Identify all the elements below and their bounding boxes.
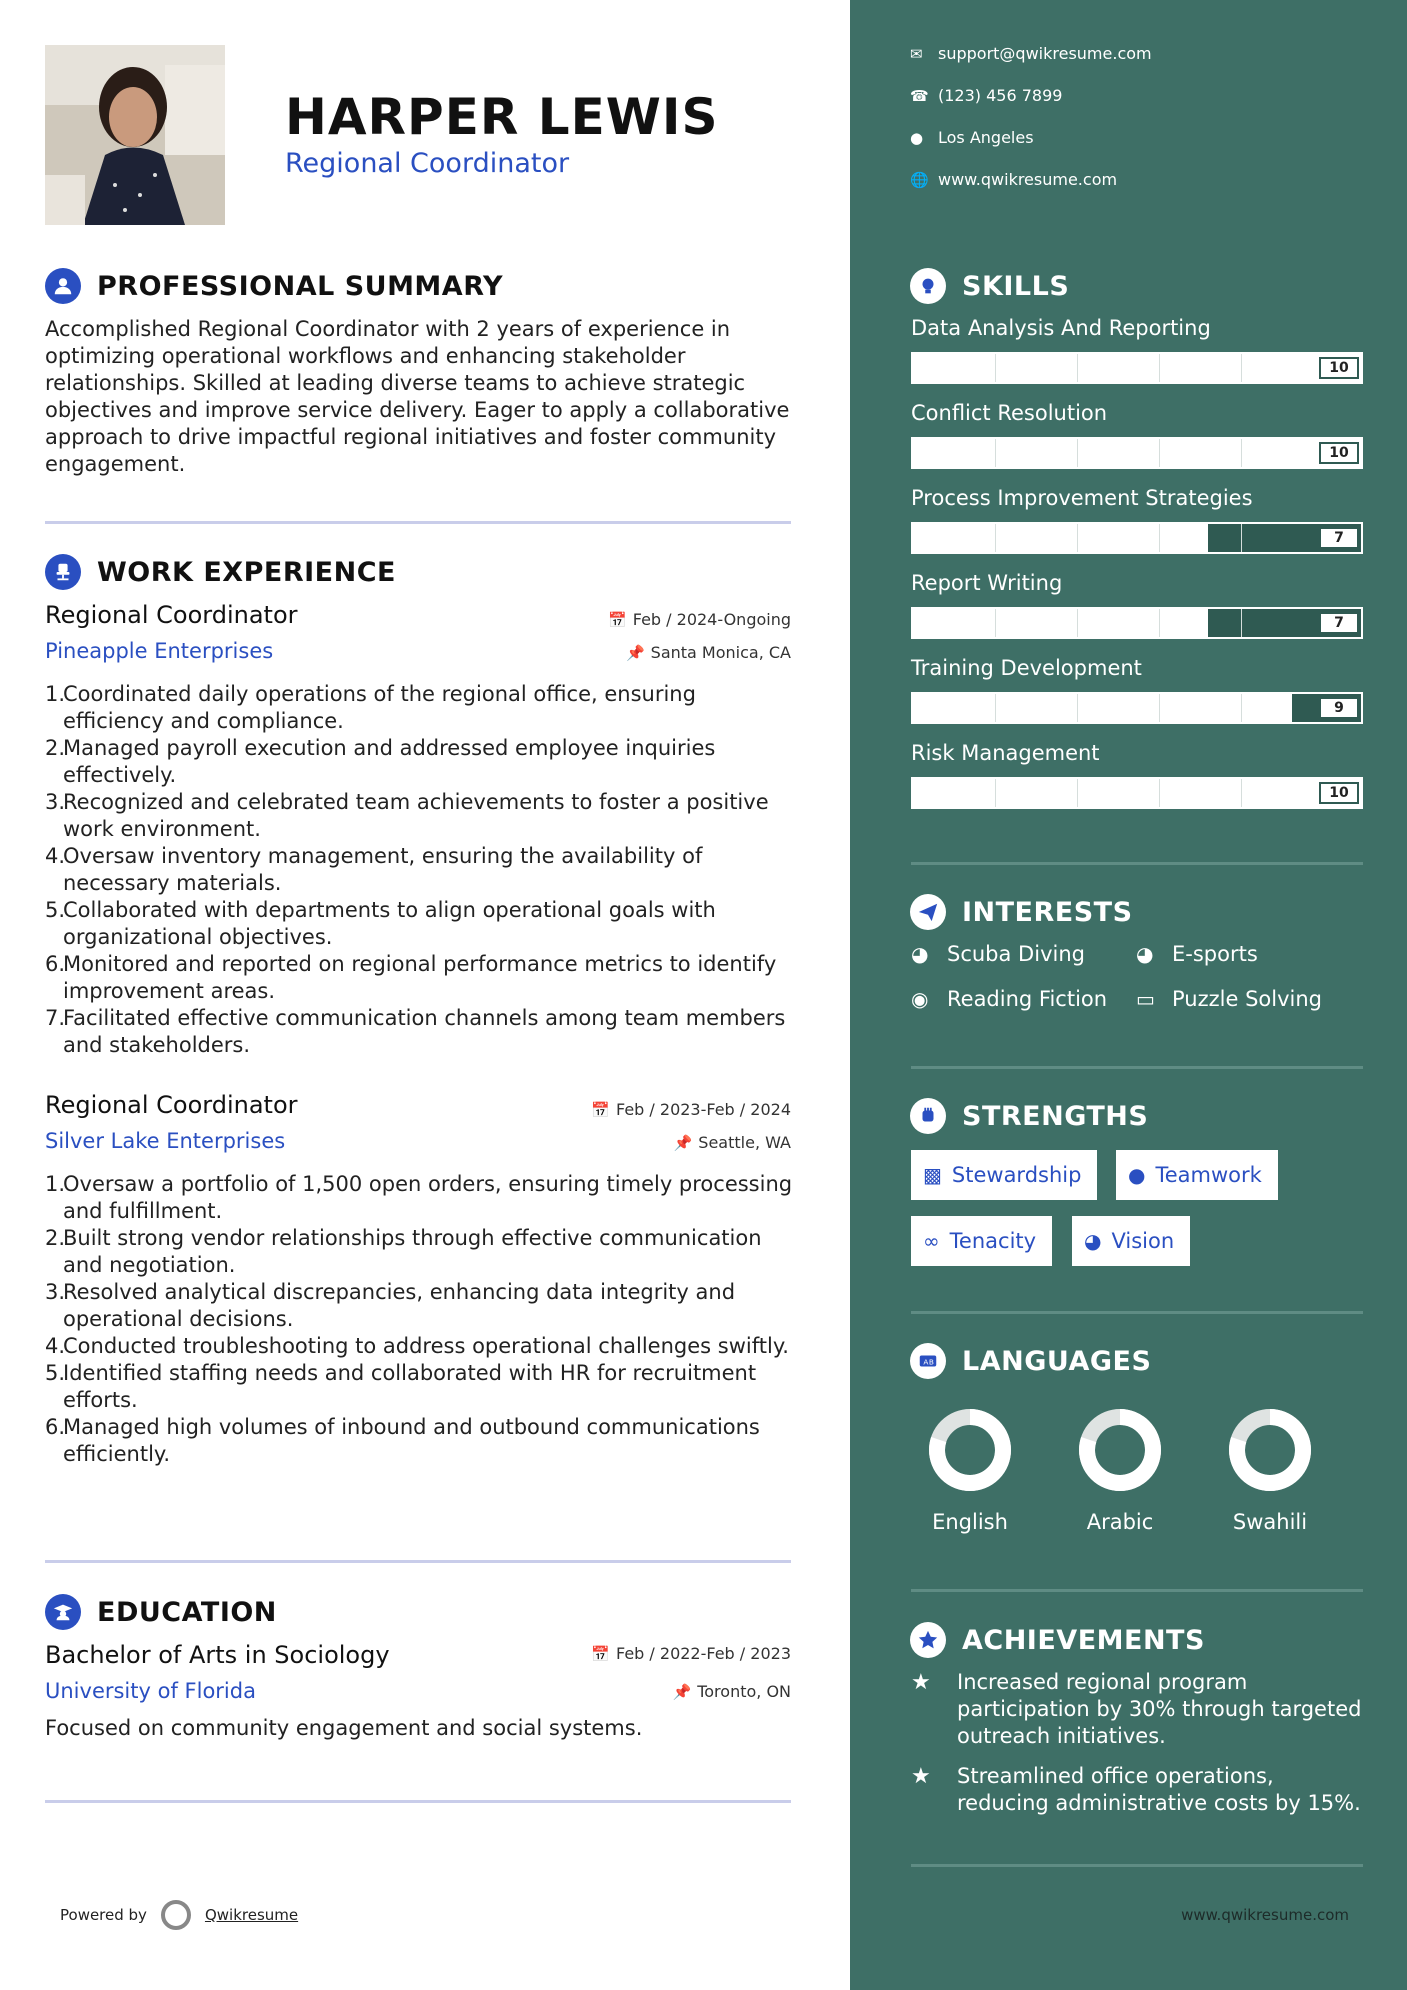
list-item: 1. Oversaw a portfolio of 1,500 open orders, ensuring timely processing and fulfillment. [45,1172,793,1223]
users-icon: ● [1128,1163,1146,1187]
profile-photo [45,45,225,225]
paper-plane-icon [910,894,946,930]
divider [45,1800,791,1803]
skill-bar-segment [1077,524,1078,552]
brand-link[interactable]: Qwikresume [204,1906,299,1924]
experience-heading [45,554,396,590]
list-item: 6. Managed high volumes of inbound and outbound communications efficiently. [45,1415,760,1466]
skill-bar: 10 [911,437,1363,469]
divider [45,1560,791,1563]
contact-email[interactable]: ✉ support@qwikresume.com [910,44,1152,63]
education-description: Focused on community engagement and social systems. [45,1716,643,1740]
job-bullets [45,1171,795,1468]
skill-bar-segment [995,354,996,382]
job-title: Regional Coordinator [45,1091,298,1119]
list-item: 5. Collaborated with departments to align operational goals with organizational objectives. [45,898,716,949]
footer-powered-by: Powered by Qwikresume [60,1900,298,1930]
interest-item: ◕ E-sports [1136,942,1258,966]
life-ring-icon: ◕ [911,942,929,966]
skill-name: Process Improvement Strategies [911,486,1253,510]
degree: Bachelor of Arts in Sociology [45,1641,390,1669]
skill-bar-segment [1077,609,1078,637]
job-location: 📌 Santa Monica, CA [625,643,791,662]
candidate-title: Regional Coordinator [285,148,570,179]
sidebar [850,0,1407,1990]
list-item: 6. Monitored and reported on regional performance metrics to identify improvement areas. [45,952,777,1003]
list-item: 3. Resolved analytical discrepancies, enhancing data integrity and operational decisions. [45,1280,736,1331]
skill-bar-segment [1077,354,1078,382]
skill-name: Risk Management [911,741,1100,765]
qwikresume-logo-icon [161,1900,191,1930]
strength-tag: ▩ Stewardship [911,1150,1097,1200]
star-icon: ★ [911,1764,931,1789]
divider [911,1589,1363,1592]
skill-bar-segment [1159,439,1160,467]
skill-name: Report Writing [911,571,1063,595]
list-item: 1. Coordinated daily operations of the regional office, ensuring efficiency and compliance. [45,682,696,733]
divider [45,521,791,524]
pin-icon: 📌 [625,643,645,662]
list-item: 3. Recognized and celebrated team achievements to foster a positive work environment. [45,790,769,841]
interests-heading: INTERESTS [910,894,1133,930]
globe-icon: 🌐 [910,170,929,189]
skill-bar-segment [1159,779,1160,807]
skill-bar-segment [995,439,996,467]
strengths-heading: STRENGTHS [910,1098,1148,1134]
strength-tag: ◕ Vision [1072,1216,1190,1266]
list-item: 7. Facilitated effective communication channels among team members and stakeholders. [45,1006,786,1057]
svg-text:B: B [928,1357,934,1367]
list-item: 2. Built strong vendor relationships through effective communication and negotiation. [45,1226,762,1277]
summary-heading-label: PROFESSIONAL SUMMARY [97,270,504,302]
school: University of Florida [45,1679,256,1703]
education-date: 📅 Feb / 2022-Feb / 2023 [591,1644,791,1663]
office-chair-icon [45,554,81,590]
achievements-heading: ACHIEVEMENTS [910,1622,1205,1658]
summary-heading [45,268,503,304]
skill-bar-segment [1159,694,1160,722]
calendar-icon: 📅 [591,1644,610,1663]
interest-item: ◕ Scuba Diving [911,942,1085,966]
envelope-icon: ✉ [910,44,923,63]
skill-bar: 9 [911,692,1363,724]
skill-bar: 10 [911,777,1363,809]
language-label: Swahili [1232,1510,1308,1534]
pin-icon: 📌 [673,1133,693,1152]
language-donut [1078,1408,1162,1492]
fist-icon [910,1098,946,1134]
language-label: Arabic [1086,1510,1154,1534]
divider [911,862,1363,865]
skill-bar-segment [1241,609,1242,637]
calendar-icon: 📅 [608,610,627,629]
phone-icon: ☎ [910,86,929,105]
skill-bar: 7 [911,522,1363,554]
svg-text:A: A [923,1357,929,1367]
list-item: 2. Managed payroll execution and addressed employee inquiries effectively. [45,736,716,787]
binoculars-icon: ◕ [1084,1229,1102,1253]
divider [911,1864,1363,1867]
job-date: 📅 Feb / 2023-Feb / 2024 [591,1100,791,1119]
strength-tag: ∞ Tenacity [911,1216,1052,1266]
candidate-name: HARPER LEWIS [285,88,719,146]
job-location: 📌 Seattle, WA [673,1133,791,1152]
job-company: Pineapple Enterprises [45,639,274,663]
book-icon: ▭ [1136,987,1155,1011]
languages-heading: A B LANGUAGES [910,1343,1151,1379]
achievement-item: ★ Increased regional program participation by 30% through targeted outreach initiatives. [911,1670,1362,1748]
pin-icon: 📌 [672,1682,692,1701]
skills-heading: SKILLS [910,268,1069,304]
experience-heading-label: WORK EXPERIENCE [97,556,396,588]
star-badge-icon [910,1622,946,1658]
skill-bar-segment [995,524,996,552]
user-icon [45,268,81,304]
briefcase-icon: ▩ [923,1163,942,1187]
calendar-icon: 📅 [591,1100,610,1119]
map-marker-icon: ● [910,128,924,147]
language-donut [928,1408,1012,1492]
list-item: 4. Conducted troubleshooting to address operational challenges swiftly. [45,1334,789,1358]
divider [911,1311,1363,1314]
list-item: 5. Identified staffing needs and collaborated with HR for recruitment efforts. [45,1361,757,1412]
skill-bar: 10 [911,352,1363,384]
interest-item: ◉ Reading Fiction [911,987,1108,1011]
footer-website[interactable]: www.qwikresume.com [1181,1906,1349,1924]
summary-text: Accomplished Regional Coordinator with 2 years of experience in optimizing operational workflows and enhancing stakeholder relationships. Skilled at leading diverse teams to achieve strategic objectives and improve service delivery. Eager to apply a collaborative approach to drive impactful regional initiatives and foster community engagement. [45,317,790,476]
skill-bar-segment [1241,694,1242,722]
gamepad-icon: ◉ [911,987,929,1011]
skill-bar-segment [995,694,996,722]
skill-bar-segment [1241,524,1242,552]
language-donut [1228,1408,1312,1492]
graduate-icon [45,1594,81,1630]
skill-bar-segment [1077,694,1078,722]
job-date: 📅 Feb / 2024-Ongoing [608,610,791,629]
skill-bar: 7 [911,607,1363,639]
skill-bar-segment [1241,439,1242,467]
language-label: English [932,1510,1008,1534]
education-heading [45,1594,277,1630]
job-title: Regional Coordinator [45,601,298,629]
lightbulb-icon [910,268,946,304]
contact-website[interactable]: 🌐 www.qwikresume.com [910,170,1118,189]
skill-bar-segment [1241,354,1242,382]
strength-tag: ● Teamwork [1116,1150,1278,1200]
life-ring-icon: ◕ [1136,942,1154,966]
skill-bar-segment [1159,354,1160,382]
skill-bar-segment [1077,439,1078,467]
skill-name: Training Development [911,656,1142,680]
list-item: 4. Oversaw inventory management, ensuring the availability of necessary materials. [45,844,703,895]
contact-phone[interactable]: ☎ (123) 456 7899 [910,86,1063,105]
skill-bar-segment [995,609,996,637]
job-company: Silver Lake Enterprises [45,1129,286,1153]
divider [911,1066,1363,1069]
skill-name: Conflict Resolution [911,401,1108,425]
skill-bar-segment [1159,609,1160,637]
job-bullets [45,681,795,1059]
skill-bar-segment [1241,779,1242,807]
interest-item: ▭ Puzzle Solving [1136,987,1322,1011]
education-heading-label: EDUCATION [97,1596,277,1628]
contact-location: ● Los Angeles [910,128,1034,147]
skill-bar-segment [1077,779,1078,807]
skill-bar-segment [995,779,996,807]
skill-bar-segment [1159,524,1160,552]
skill-name: Data Analysis And Reporting [911,316,1211,340]
achievement-item: ★ Streamlined office operations, reducing administrative costs by 15%. [911,1764,1361,1815]
star-icon: ★ [911,1670,931,1695]
education-location: 📌 Toronto, ON [672,1682,791,1701]
link-icon: ∞ [923,1229,940,1253]
translate-icon [910,1343,946,1379]
